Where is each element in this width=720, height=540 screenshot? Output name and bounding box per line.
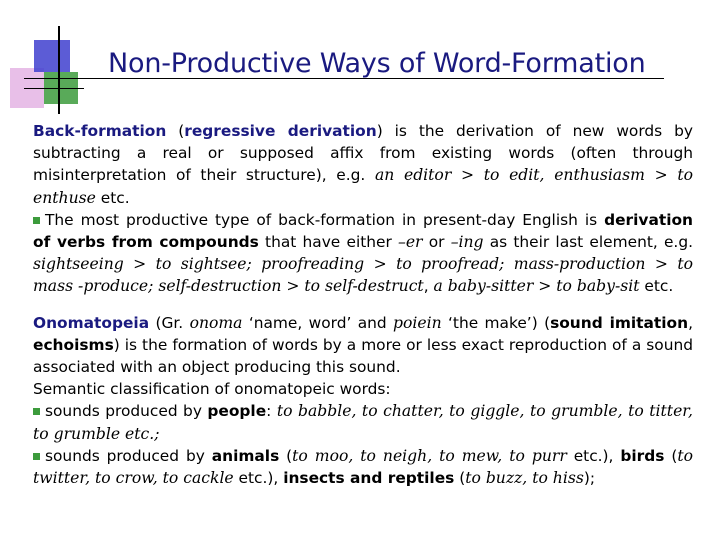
bullet-icon bbox=[33, 217, 40, 224]
slide-title: Non-Productive Ways of Word-Formation bbox=[108, 48, 646, 79]
example: poiein bbox=[393, 313, 442, 332]
text: that have either bbox=[258, 233, 399, 252]
term-regressive-derivation: regressive derivation bbox=[184, 122, 377, 140]
text: etc.), bbox=[233, 469, 284, 488]
text: is the derivation of new words by subtracting a real or supposed affix from existing words (often through misinterpretation of their structure), e.g. bbox=[33, 122, 693, 185]
text: sounds produced by bbox=[45, 446, 212, 465]
text: sounds produced by bbox=[45, 402, 208, 421]
text: or bbox=[422, 233, 451, 252]
text: (Gr. bbox=[149, 313, 190, 332]
term-back-formation: Back-formation bbox=[33, 122, 167, 140]
text: ) is the formation of words by a more or less exact reproduction of a sound associated with an object producing this sound. bbox=[33, 335, 693, 377]
text: , bbox=[423, 277, 434, 296]
bold-text: derivation of verbs from compounds bbox=[33, 210, 693, 252]
text: ( bbox=[454, 469, 466, 488]
decor-blue-square bbox=[34, 40, 70, 72]
bold-text: animals bbox=[211, 446, 280, 465]
example: to babble, to chatter, to giggle, to grumble, to titter, to grumble etc.; bbox=[33, 402, 693, 443]
text: etc.), bbox=[566, 446, 621, 465]
text: ( bbox=[664, 446, 678, 465]
example: –ing bbox=[450, 233, 484, 252]
bullet-productive-type bbox=[33, 209, 693, 298]
bold-text: people bbox=[207, 402, 267, 421]
text: ); bbox=[583, 469, 596, 488]
slide-body bbox=[33, 120, 693, 489]
example: onoma bbox=[189, 313, 243, 332]
paragraph-onomatopeia bbox=[33, 312, 693, 379]
text: , bbox=[688, 313, 693, 332]
bullet-people bbox=[33, 400, 693, 444]
example: sightseeing > to sightsee; proofreading > to proofread; mass-production > to mass -produce; self-destruction > to self-destruct bbox=[33, 255, 693, 296]
bullet-animals bbox=[33, 445, 693, 489]
example: to buzz, to hiss bbox=[465, 469, 584, 488]
bold-text: echoisms bbox=[33, 335, 114, 354]
paragraph-classification: Semantic classification of onomatopeic words: bbox=[33, 380, 391, 399]
paragraph-back-formation bbox=[33, 120, 693, 209]
spacer bbox=[33, 298, 693, 312]
example: an editor > to edit, enthusiasm > to enthuse bbox=[33, 166, 694, 207]
decor-vertical-line bbox=[58, 26, 60, 114]
text: ( bbox=[279, 446, 293, 465]
example: a baby-sitter > to baby-sit bbox=[433, 277, 640, 296]
term-onomatopeia: Onomatopeia bbox=[33, 313, 150, 332]
bold-text: birds bbox=[620, 446, 665, 465]
text: ‘name, word’ and bbox=[242, 313, 394, 332]
example: to moo, to neigh, to mew, to purr bbox=[292, 446, 567, 465]
text: ‘the make’) ( bbox=[441, 313, 551, 332]
text: etc. bbox=[95, 188, 130, 207]
bold-text: sound imitation bbox=[550, 313, 689, 332]
text: as their last element, e.g. bbox=[483, 233, 693, 252]
decor-short-line bbox=[24, 88, 84, 89]
text: etc. bbox=[639, 277, 674, 296]
text: : bbox=[266, 402, 277, 421]
bold-text: insects and reptiles bbox=[283, 469, 455, 488]
text: ) bbox=[376, 122, 383, 140]
text: The most productive type of back-formation in present-day English is bbox=[45, 210, 605, 229]
text: ( bbox=[166, 122, 185, 140]
bullet-icon bbox=[33, 408, 40, 415]
example: to twitter, to crow, to cackle bbox=[33, 446, 693, 488]
example: –er bbox=[398, 233, 423, 252]
bullet-icon bbox=[33, 453, 40, 460]
